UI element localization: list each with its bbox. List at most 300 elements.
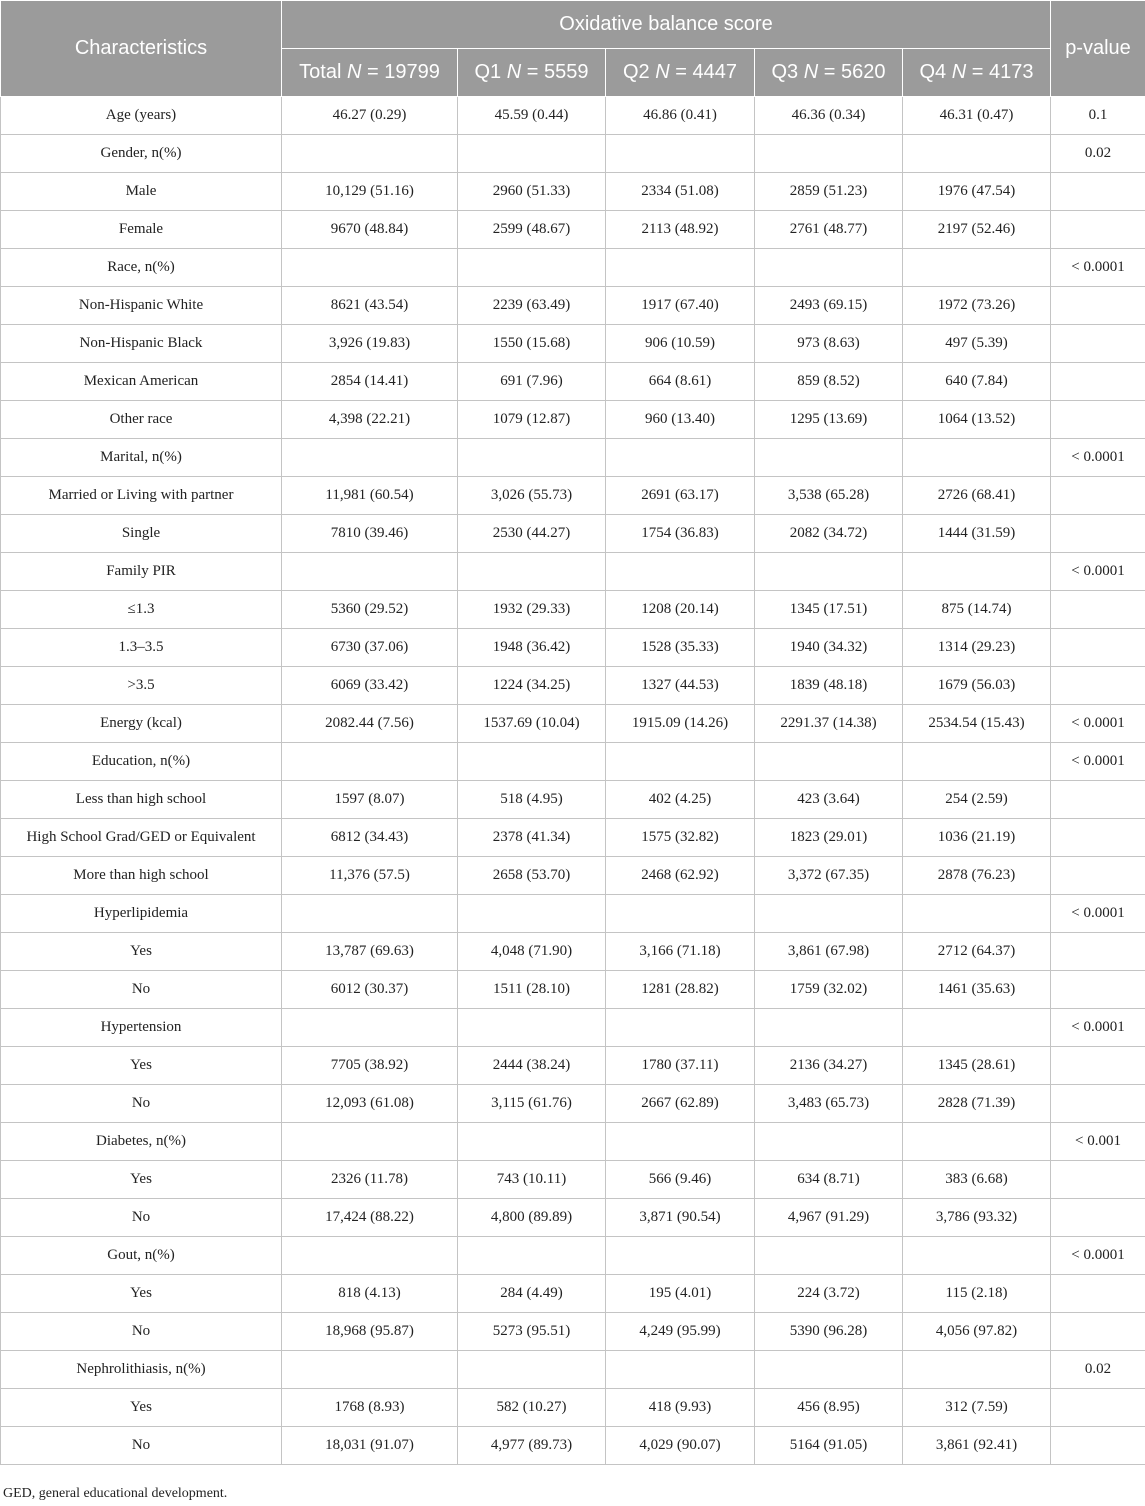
q4-cell: [903, 743, 1051, 781]
q3-cell: 973 (8.63): [755, 325, 903, 363]
column-sample-size: 5620: [841, 61, 886, 83]
q4-cell: 1314 (29.23): [903, 629, 1051, 667]
q4-cell: 3,861 (92.41): [903, 1427, 1051, 1465]
q4-cell: 2828 (71.39): [903, 1085, 1051, 1123]
table-row: [1, 705, 1145, 743]
q2-cell: 1281 (28.82): [606, 971, 755, 1009]
p-value-cell: [1051, 401, 1145, 439]
characteristic-cell: Hypertension: [1, 1009, 282, 1047]
equals-sign: =: [818, 61, 841, 83]
total-cell: 2326 (11.78): [282, 1161, 458, 1199]
characteristic-cell: Non-Hispanic White: [1, 287, 282, 325]
q2-cell: [606, 895, 755, 933]
p-value-cell: [1051, 933, 1145, 971]
q2-cell: [606, 439, 755, 477]
total-cell: [282, 1351, 458, 1389]
p-value-cell: [1051, 1199, 1145, 1237]
q4-cell: 383 (6.68): [903, 1161, 1051, 1199]
q4-cell: 1345 (28.61): [903, 1047, 1051, 1085]
oxidative-balance-score-header: Oxidative balance score: [282, 1, 1051, 49]
characteristic-cell: No: [1, 1085, 282, 1123]
q1-cell: 2960 (51.33): [458, 173, 606, 211]
p-value-cell: [1051, 1161, 1145, 1199]
q1-cell: [458, 743, 606, 781]
q1-cell: 2444 (38.24): [458, 1047, 606, 1085]
characteristic-cell: >3.5: [1, 667, 282, 705]
q3-cell: 3,372 (67.35): [755, 857, 903, 895]
characteristic-cell: No: [1, 1427, 282, 1465]
characteristic-cell: Hyperlipidemia: [1, 895, 282, 933]
column-label: Q1: [474, 61, 502, 83]
characteristic-cell: Race, n(%): [1, 249, 282, 287]
table-row: [1, 895, 1145, 933]
q1-cell: 2658 (53.70): [458, 857, 606, 895]
q2-cell: [606, 135, 755, 173]
q3-cell: [755, 1237, 903, 1275]
table-row: [1, 1237, 1145, 1275]
q1-cell: 1511 (28.10): [458, 971, 606, 1009]
q2-cell: [606, 553, 755, 591]
table-body: [1, 97, 1145, 1465]
q1-cell: 1550 (15.68): [458, 325, 606, 363]
total-cell: 12,093 (61.08): [282, 1085, 458, 1123]
q3-cell: 1345 (17.51): [755, 591, 903, 629]
table-row: [1, 553, 1145, 591]
q3-cell: 2291.37 (14.38): [755, 705, 903, 743]
q4-cell: 497 (5.39): [903, 325, 1051, 363]
q3-cell: 2493 (69.15): [755, 287, 903, 325]
q3-cell: 456 (8.95): [755, 1389, 903, 1427]
q3-cell: 3,861 (67.98): [755, 933, 903, 971]
q4-cell: 1679 (56.03): [903, 667, 1051, 705]
table-row: [1, 1047, 1145, 1085]
characteristic-cell: No: [1, 1199, 282, 1237]
q3-cell: 3,538 (65.28): [755, 477, 903, 515]
q4-cell: [903, 1009, 1051, 1047]
q2-cell: 1528 (35.33): [606, 629, 755, 667]
table-row: [1, 249, 1145, 287]
q2-cell: 1208 (20.14): [606, 591, 755, 629]
q3-cell: 2082 (34.72): [755, 515, 903, 553]
q4-cell: [903, 1351, 1051, 1389]
characteristic-cell: ≤1.3: [1, 591, 282, 629]
q1-cell: 284 (4.49): [458, 1275, 606, 1313]
total-cell: [282, 743, 458, 781]
table-row: [1, 1199, 1145, 1237]
p-value-cell: [1051, 1047, 1145, 1085]
characteristic-cell: High School Grad/GED or Equivalent: [1, 819, 282, 857]
table-row: [1, 781, 1145, 819]
total-cell: 818 (4.13): [282, 1275, 458, 1313]
q1-cell: 3,115 (61.76): [458, 1085, 606, 1123]
total-cell: [282, 1123, 458, 1161]
q1-cell: [458, 1351, 606, 1389]
table-row: [1, 743, 1145, 781]
column-sample-size: 4173: [989, 61, 1034, 83]
table-footnote: GED, general educational development.: [3, 1486, 228, 1501]
n-symbol: N: [803, 61, 819, 83]
q1-cell: 2239 (63.49): [458, 287, 606, 325]
q1-cell: 691 (7.96): [458, 363, 606, 401]
q3-cell: 423 (3.64): [755, 781, 903, 819]
q2-cell: 1754 (36.83): [606, 515, 755, 553]
q2-cell: 2691 (63.17): [606, 477, 755, 515]
total-cell: [282, 249, 458, 287]
q4-cell: [903, 249, 1051, 287]
characteristic-cell: No: [1, 1313, 282, 1351]
total-cell: [282, 439, 458, 477]
table-row: [1, 401, 1145, 439]
q1-cell: 4,977 (89.73): [458, 1427, 606, 1465]
p-value-cell: [1051, 287, 1145, 325]
q2-cell: 4,249 (95.99): [606, 1313, 755, 1351]
q3-cell: 2136 (34.27): [755, 1047, 903, 1085]
total-cell: [282, 553, 458, 591]
q1-cell: 4,048 (71.90): [458, 933, 606, 971]
q4-cell: 115 (2.18): [903, 1275, 1051, 1313]
characteristic-cell: Yes: [1, 1275, 282, 1313]
table-row: [1, 325, 1145, 363]
q2-cell: 1917 (67.40): [606, 287, 755, 325]
table-row: [1, 363, 1145, 401]
q3-cell: [755, 135, 903, 173]
total-cell: 46.27 (0.29): [282, 97, 458, 135]
characteristic-cell: Marital, n(%): [1, 439, 282, 477]
table-row: [1, 857, 1145, 895]
column-header-total: [282, 49, 458, 97]
table-row: [1, 173, 1145, 211]
total-cell: 6069 (33.42): [282, 667, 458, 705]
n-symbol: N: [655, 61, 670, 83]
table-row: [1, 629, 1145, 667]
q4-cell: 1461 (35.63): [903, 971, 1051, 1009]
q4-cell: 2712 (64.37): [903, 933, 1051, 971]
total-cell: 8621 (43.54): [282, 287, 458, 325]
p-value-cell: [1051, 1389, 1145, 1427]
q4-cell: [903, 553, 1051, 591]
table-row: [1, 1161, 1145, 1199]
total-cell: 4,398 (22.21): [282, 401, 458, 439]
total-cell: 2854 (14.41): [282, 363, 458, 401]
p-value-cell: < 0.001: [1051, 1123, 1145, 1161]
q2-cell: 2468 (62.92): [606, 857, 755, 895]
q2-cell: 418 (9.93): [606, 1389, 755, 1427]
table-row: [1, 1123, 1145, 1161]
equals-sign: =: [966, 61, 989, 83]
q2-cell: [606, 743, 755, 781]
q3-cell: 859 (8.52): [755, 363, 903, 401]
table-row: [1, 971, 1145, 1009]
q1-cell: 5273 (95.51): [458, 1313, 606, 1351]
q2-cell: 1327 (44.53): [606, 667, 755, 705]
p-value-cell: < 0.0001: [1051, 705, 1145, 743]
p-value-cell: 0.1: [1051, 97, 1145, 135]
table-header: [1, 1, 1145, 97]
q3-cell: 5390 (96.28): [755, 1313, 903, 1351]
table-row: [1, 1009, 1145, 1047]
q4-cell: 640 (7.84): [903, 363, 1051, 401]
q2-cell: 4,029 (90.07): [606, 1427, 755, 1465]
characteristic-cell: Age (years): [1, 97, 282, 135]
q3-cell: 3,483 (65.73): [755, 1085, 903, 1123]
q2-cell: [606, 1237, 755, 1275]
q3-cell: 634 (8.71): [755, 1161, 903, 1199]
characteristic-cell: Gender, n(%): [1, 135, 282, 173]
q1-cell: 2378 (41.34): [458, 819, 606, 857]
table-row: [1, 933, 1145, 971]
q3-cell: 1823 (29.01): [755, 819, 903, 857]
p-value-cell: < 0.0001: [1051, 439, 1145, 477]
q3-cell: [755, 895, 903, 933]
q1-cell: 1224 (34.25): [458, 667, 606, 705]
column-label: Q4: [919, 61, 947, 83]
characteristic-cell: Mexican American: [1, 363, 282, 401]
q1-cell: 582 (10.27): [458, 1389, 606, 1427]
p-value-cell: [1051, 667, 1145, 705]
n-symbol: N: [951, 61, 967, 83]
q1-cell: 3,026 (55.73): [458, 477, 606, 515]
q1-cell: [458, 1009, 606, 1047]
q1-cell: [458, 135, 606, 173]
characteristic-cell: Non-Hispanic Black: [1, 325, 282, 363]
q1-cell: 1079 (12.87): [458, 401, 606, 439]
total-cell: 6012 (30.37): [282, 971, 458, 1009]
characteristic-cell: No: [1, 971, 282, 1009]
table-row: [1, 1313, 1145, 1351]
total-cell: 11,376 (57.5): [282, 857, 458, 895]
characteristic-cell: Female: [1, 211, 282, 249]
column-header-q2: [606, 49, 755, 97]
p-value-cell: [1051, 591, 1145, 629]
p-value-cell: [1051, 629, 1145, 667]
q2-cell: 1780 (37.11): [606, 1047, 755, 1085]
q1-cell: 45.59 (0.44): [458, 97, 606, 135]
q4-cell: 3,786 (93.32): [903, 1199, 1051, 1237]
q3-cell: [755, 1009, 903, 1047]
column-header-q1: [458, 49, 606, 97]
q4-cell: [903, 1237, 1051, 1275]
q4-cell: 312 (7.59): [903, 1389, 1051, 1427]
q1-cell: [458, 439, 606, 477]
p-value-cell: [1051, 819, 1145, 857]
table-row: [1, 439, 1145, 477]
total-cell: 5360 (29.52): [282, 591, 458, 629]
q3-cell: [755, 249, 903, 287]
p-value-cell: [1051, 515, 1145, 553]
characteristics-header: Characteristics: [1, 1, 282, 97]
column-sample-size: 5559: [544, 61, 589, 83]
characteristic-cell: Yes: [1, 1161, 282, 1199]
total-cell: 6730 (37.06): [282, 629, 458, 667]
p-value-cell: < 0.0001: [1051, 249, 1145, 287]
characteristic-cell: Single: [1, 515, 282, 553]
column-label: Q3: [771, 61, 799, 83]
q4-cell: 2197 (52.46): [903, 211, 1051, 249]
total-cell: 1768 (8.93): [282, 1389, 458, 1427]
total-cell: 3,926 (19.83): [282, 325, 458, 363]
q4-cell: 1036 (21.19): [903, 819, 1051, 857]
q3-cell: [755, 743, 903, 781]
characteristic-cell: Male: [1, 173, 282, 211]
table-row: [1, 819, 1145, 857]
equals-sign: =: [669, 61, 693, 83]
total-cell: 17,424 (88.22): [282, 1199, 458, 1237]
column-sample-size: 4447: [692, 61, 737, 83]
table-row: [1, 287, 1145, 325]
q4-cell: 1064 (13.52): [903, 401, 1051, 439]
total-cell: [282, 1237, 458, 1275]
q3-cell: 224 (3.72): [755, 1275, 903, 1313]
q2-cell: 906 (10.59): [606, 325, 755, 363]
q4-cell: 2878 (76.23): [903, 857, 1051, 895]
q3-cell: [755, 439, 903, 477]
q1-cell: [458, 1237, 606, 1275]
table-row: [1, 97, 1145, 135]
p-value-cell: [1051, 211, 1145, 249]
table-row: [1, 1085, 1145, 1123]
characteristic-cell: Nephrolithiasis, n(%): [1, 1351, 282, 1389]
characteristic-cell: Energy (kcal): [1, 705, 282, 743]
q2-cell: 46.86 (0.41): [606, 97, 755, 135]
total-cell: 2082.44 (7.56): [282, 705, 458, 743]
characteristic-cell: Diabetes, n(%): [1, 1123, 282, 1161]
q2-cell: 1575 (32.82): [606, 819, 755, 857]
q3-cell: 2859 (51.23): [755, 173, 903, 211]
column-header-q3: [755, 49, 903, 97]
total-cell: 7705 (38.92): [282, 1047, 458, 1085]
table-row: [1, 591, 1145, 629]
total-cell: 7810 (39.46): [282, 515, 458, 553]
q2-cell: [606, 1009, 755, 1047]
q3-cell: 1940 (34.32): [755, 629, 903, 667]
q3-cell: 2761 (48.77): [755, 211, 903, 249]
q3-cell: [755, 1351, 903, 1389]
total-cell: [282, 1009, 458, 1047]
q4-cell: [903, 135, 1051, 173]
q1-cell: [458, 1123, 606, 1161]
q4-cell: [903, 1123, 1051, 1161]
characteristic-cell: Yes: [1, 1047, 282, 1085]
q1-cell: 2599 (48.67): [458, 211, 606, 249]
p-value-cell: [1051, 857, 1145, 895]
total-cell: 1597 (8.07): [282, 781, 458, 819]
n-symbol: N: [506, 61, 522, 83]
q1-cell: 518 (4.95): [458, 781, 606, 819]
q2-cell: 664 (8.61): [606, 363, 755, 401]
table-row: [1, 1427, 1145, 1465]
p-value-cell: [1051, 363, 1145, 401]
characteristic-cell: 1.3–3.5: [1, 629, 282, 667]
q4-cell: [903, 895, 1051, 933]
q2-cell: [606, 249, 755, 287]
characteristic-cell: Family PIR: [1, 553, 282, 591]
total-cell: 18,031 (91.07): [282, 1427, 458, 1465]
table-row: [1, 211, 1145, 249]
q2-cell: 402 (4.25): [606, 781, 755, 819]
q1-cell: [458, 249, 606, 287]
table-row: [1, 1275, 1145, 1313]
total-cell: 13,787 (69.63): [282, 933, 458, 971]
p-value-cell: < 0.0001: [1051, 895, 1145, 933]
total-cell: 10,129 (51.16): [282, 173, 458, 211]
q3-cell: [755, 1123, 903, 1161]
table-row: [1, 135, 1145, 173]
q1-cell: 4,800 (89.89): [458, 1199, 606, 1237]
q3-cell: 4,967 (91.29): [755, 1199, 903, 1237]
p-value-cell: [1051, 1275, 1145, 1313]
total-cell: [282, 135, 458, 173]
characteristic-cell: Other race: [1, 401, 282, 439]
q2-cell: [606, 1351, 755, 1389]
q2-cell: 2334 (51.08): [606, 173, 755, 211]
characteristic-cell: Gout, n(%): [1, 1237, 282, 1275]
equals-sign: =: [521, 61, 544, 83]
q1-cell: [458, 895, 606, 933]
p-value-cell: [1051, 1085, 1145, 1123]
q2-cell: 2113 (48.92): [606, 211, 755, 249]
equals-sign: =: [361, 61, 385, 83]
q4-cell: 2726 (68.41): [903, 477, 1051, 515]
q3-cell: 1295 (13.69): [755, 401, 903, 439]
q2-cell: 3,871 (90.54): [606, 1199, 755, 1237]
q1-cell: 743 (10.11): [458, 1161, 606, 1199]
characteristic-cell: Less than high school: [1, 781, 282, 819]
characteristic-cell: Yes: [1, 1389, 282, 1427]
p-value-cell: [1051, 971, 1145, 1009]
q4-cell: 254 (2.59): [903, 781, 1051, 819]
total-cell: 6812 (34.43): [282, 819, 458, 857]
p-value-header: p-value: [1051, 1, 1145, 97]
p-value-cell: 0.02: [1051, 1351, 1145, 1389]
table-row: [1, 515, 1145, 553]
column-header-q4: [903, 49, 1051, 97]
q4-cell: [903, 439, 1051, 477]
q2-cell: 2667 (62.89): [606, 1085, 755, 1123]
q3-cell: [755, 553, 903, 591]
q3-cell: 5164 (91.05): [755, 1427, 903, 1465]
q1-cell: 1932 (29.33): [458, 591, 606, 629]
q1-cell: 1948 (36.42): [458, 629, 606, 667]
p-value-cell: [1051, 325, 1145, 363]
q2-cell: 566 (9.46): [606, 1161, 755, 1199]
table-row: [1, 667, 1145, 705]
characteristic-cell: More than high school: [1, 857, 282, 895]
q4-cell: 1976 (47.54): [903, 173, 1051, 211]
characteristic-cell: Yes: [1, 933, 282, 971]
total-cell: 11,981 (60.54): [282, 477, 458, 515]
total-cell: 18,968 (95.87): [282, 1313, 458, 1351]
p-value-cell: [1051, 1427, 1145, 1465]
q2-cell: 195 (4.01): [606, 1275, 755, 1313]
n-symbol: N: [346, 61, 362, 83]
q3-cell: 46.36 (0.34): [755, 97, 903, 135]
p-value-cell: [1051, 1313, 1145, 1351]
q4-cell: 875 (14.74): [903, 591, 1051, 629]
q2-cell: 3,166 (71.18): [606, 933, 755, 971]
table-row: [1, 1389, 1145, 1427]
q4-cell: 46.31 (0.47): [903, 97, 1051, 135]
q4-cell: 1444 (31.59): [903, 515, 1051, 553]
q2-cell: 1915.09 (14.26): [606, 705, 755, 743]
q1-cell: [458, 553, 606, 591]
q2-cell: 960 (13.40): [606, 401, 755, 439]
q4-cell: 1972 (73.26): [903, 287, 1051, 325]
column-label: Q2: [623, 61, 650, 83]
p-value-cell: [1051, 781, 1145, 819]
characteristic-cell: Education, n(%): [1, 743, 282, 781]
q4-cell: 4,056 (97.82): [903, 1313, 1051, 1351]
q3-cell: 1839 (48.18): [755, 667, 903, 705]
